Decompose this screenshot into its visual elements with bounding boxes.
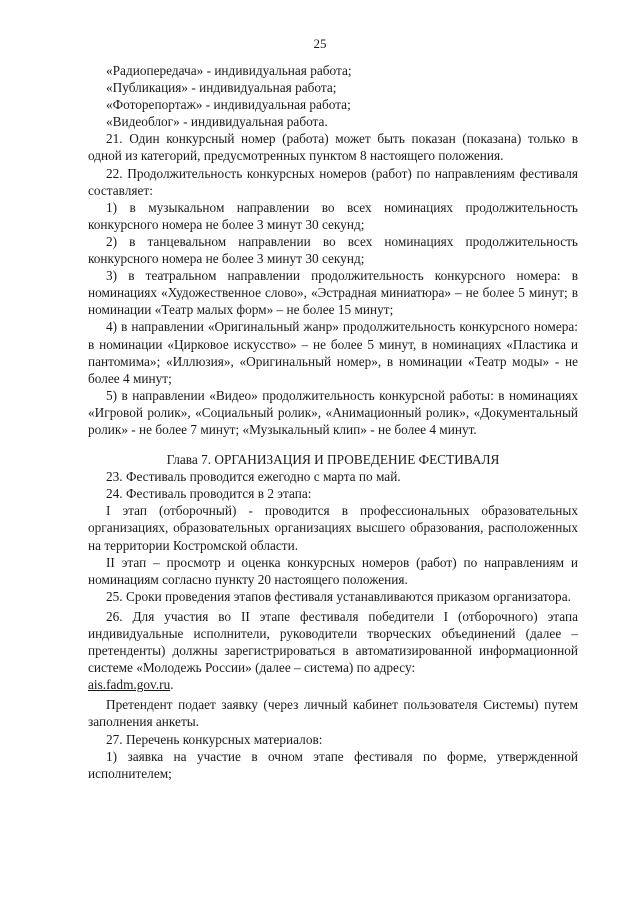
paragraph-22-item-5: 5) в направлении «Видео» продолжительность конкурсной работы: в номинациях «Игровой ролик», «Социальный ролик», «Анимационный ролик», «Документальный ролик» - не более 7 минут; «Музыкальный клип» - не более 4 минут.: [88, 387, 578, 437]
site-link[interactable]: ais.fadm.gov.ru: [88, 677, 171, 693]
paragraph-24-stage-2: II этап – просмотр и оценка конкурсных номеров (работ) по направлениям и номинациям согласно пункту 20 настоящего положения.: [88, 554, 578, 587]
paragraph-24: 24. Фестиваль проводится в 2 этапа:: [106, 486, 312, 502]
document-body: [88, 62, 578, 782]
list-item-videoblog: «Видеоблог» - индивидуальная работа.: [106, 114, 328, 130]
paragraph-23: 23. Фестиваль проводится ежегодно с марта по май.: [106, 469, 401, 485]
list-item-publication: «Публикация» - индивидуальная работа;: [106, 80, 337, 96]
list-item-photo-report: «Фоторепортаж» - индивидуальная работа;: [106, 97, 351, 113]
paragraph-22-item-4: 4) в направлении «Оригинальный жанр» продолжительность конкурсного номера: в номинации «Цирковое искусство» – не более 5 минут, в номинациях «Пластика и пантомима»; «Иллюзия», «Оригинальный номер», в номинации «Театр моды» - не более 4 минут;: [88, 319, 578, 386]
page-number: 25: [313, 36, 327, 51]
paragraph-26: 26. Для участия во II этапе фестиваля победители I (отборочного) этапа индивидуальные исполнители, руководители творческих объединений (далее – претенденты) должны зарегистрироваться в автоматизированной информационной системе «Молодежь России» (далее – система) по адресу:: [88, 608, 578, 676]
chapter-heading: Глава 7. ОРГАНИЗАЦИЯ И ПРОВЕДЕНИЕ ФЕСТИВАЛЯ: [166, 452, 500, 468]
paragraph-24-stage-1: I этап (отборочный) - проводится в профессиональных образовательных организациях, образовательных организациях высшего образования, расположенных на территории Костромской области.: [88, 503, 578, 553]
paragraph-22: 22. Продолжительность конкурсных номеров (работ) по направлениям фестиваля составляет:: [88, 165, 578, 198]
paragraph-application: Претендент подает заявку (через личный кабинет пользователя Системы) путем заполнения анкеты.: [88, 697, 578, 730]
paragraph-21: 21. Один конкурсный номер (работа) может быть показан (показана) только в одной из категорий, предусмотренных пунктом 8 настоящего положения.: [88, 131, 578, 164]
site-link-line: ais.fadm.gov.ru.: [88, 677, 174, 693]
paragraph-27-item-1: 1) заявка на участие в очном этапе фестиваля по форме, утвержденной исполнителем;: [88, 748, 578, 781]
list-item-radio: «Радиопередача» - индивидуальная работа;: [106, 63, 352, 78]
paragraph-22-item-3: 3) в театральном направлении продолжительность конкурсного номера: в номинациях «Художественное слово», «Эстрадная миниатюра» – не более 5 минут; в номинации «Театр малых форм» – не более 15 минут;: [88, 268, 578, 318]
paragraph-22-item-2: 2) в танцевальном направлении во всех номинациях продолжительность конкурсного номера не более 3 минут 30 секунд;: [88, 233, 578, 267]
paragraph-27: 27. Перечень конкурсных материалов:: [106, 731, 323, 747]
paragraph-22-item-1: 1) в музыкальном направлении во всех номинациях продолжительность конкурсного номера не более 3 минут 30 секунд;: [88, 199, 578, 232]
paragraph-25: 25. Сроки проведения этапов фестиваля устанавливаются приказом организатора.: [106, 588, 571, 604]
